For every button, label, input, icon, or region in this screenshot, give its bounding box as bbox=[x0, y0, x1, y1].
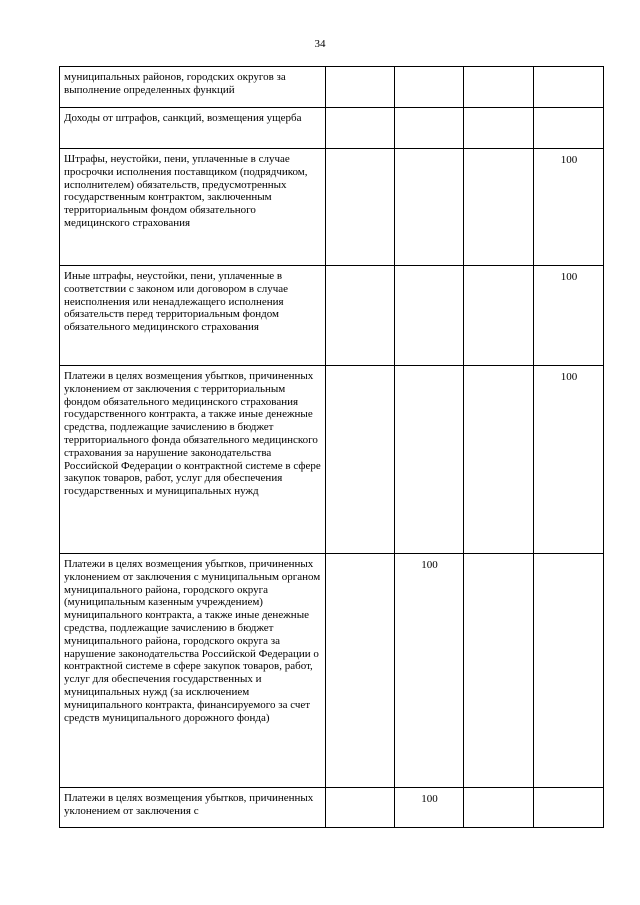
budget-revenue-table bbox=[59, 66, 604, 828]
value-cell bbox=[464, 266, 534, 366]
value-cell bbox=[326, 788, 395, 828]
row-description: Платежи в целях возмещения убытков, причиненных уклонением от заключения с муниципальным органом муниципального района, городского округа (муниципальным казенным учреждением) муниципального контракта, а также иные денежные средства, подлежащие зачислению в бюджет муниципального района, городского округа за нарушение законодательства Российской Федерации о контрактной системе в сфере закупок товаров, работ, услуг для обеспечения государственных и муниципальных нужд (за исключением муниципального контракта, финансируемого за счет средств муниципального дорожного фонда) bbox=[60, 554, 326, 788]
table-row bbox=[60, 554, 604, 788]
value-cell bbox=[326, 149, 395, 266]
page-number: 34 bbox=[314, 38, 326, 50]
row-description: Платежи в целях возмещения убытков, причиненных уклонением от заключения с территориальным фондом обязательного медицинского страхования государственного контракта, а также иные денежные средства, подлежащие зачислению в бюджет территориального фонда обязательного медицинского страхования за нарушение законодательства Российской Федерации о контрактной системе в сфере закупок товаров, работ, услуг для обеспечения государственных и муниципальных нужд bbox=[60, 366, 326, 554]
value-cell: 100 bbox=[534, 266, 604, 366]
row-description: Платежи в целях возмещения убытков, причиненных уклонением от заключения с bbox=[60, 788, 326, 828]
value-cell bbox=[534, 108, 604, 149]
table-row bbox=[60, 788, 604, 828]
value-cell bbox=[326, 67, 395, 108]
value-cell: 100 bbox=[395, 554, 464, 788]
row-description: муниципальных районов, городских округов за выполнение определенных функций bbox=[60, 67, 326, 108]
value-cell bbox=[326, 554, 395, 788]
value-cell bbox=[534, 67, 604, 108]
value-cell: 100 bbox=[395, 788, 464, 828]
value-cell bbox=[464, 108, 534, 149]
value-cell bbox=[395, 149, 464, 266]
value-cell bbox=[534, 554, 604, 788]
value-cell: 100 bbox=[534, 149, 604, 266]
value-cell bbox=[464, 554, 534, 788]
value-cell bbox=[395, 366, 464, 554]
value-cell bbox=[534, 788, 604, 828]
value-cell bbox=[464, 149, 534, 266]
value-cell bbox=[395, 67, 464, 108]
value-cell bbox=[326, 266, 395, 366]
table-row bbox=[60, 366, 604, 554]
value-cell bbox=[464, 788, 534, 828]
value-cell: 100 bbox=[534, 366, 604, 554]
value-cell bbox=[395, 266, 464, 366]
value-cell bbox=[326, 366, 395, 554]
table-row bbox=[60, 149, 604, 266]
row-description: Иные штрафы, неустойки, пени, уплаченные в соответствии с законом или договором в случае неисполнения или ненадлежащего исполнения обязательств перед территориальным фондом обязательного медицинского страхования bbox=[60, 266, 326, 366]
table-row bbox=[60, 108, 604, 149]
value-cell bbox=[326, 108, 395, 149]
table-row bbox=[60, 67, 604, 108]
table-row bbox=[60, 266, 604, 366]
row-description: Доходы от штрафов, санкций, возмещения ущерба bbox=[60, 108, 326, 149]
value-cell bbox=[395, 108, 464, 149]
row-description: Штрафы, неустойки, пени, уплаченные в случае просрочки исполнения поставщиком (подрядчиком, исполнителем) обязательств, предусмотренных государственным контрактом, заключенным территориальным фондом обязательного медицинского страхования bbox=[60, 149, 326, 266]
value-cell bbox=[464, 366, 534, 554]
value-cell bbox=[464, 67, 534, 108]
